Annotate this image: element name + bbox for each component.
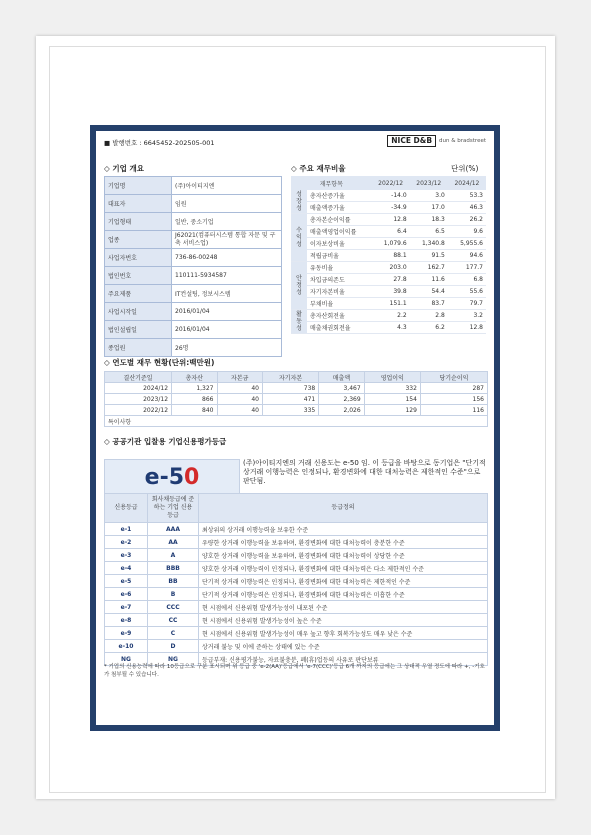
credit-grade-code: e-3	[105, 549, 148, 562]
ratio-item: 적립금비율	[307, 250, 372, 262]
ratio-value: 1,340.8	[410, 238, 448, 250]
credit-grade-row	[105, 549, 488, 562]
credit-description: (주)아이티지엔의 거래 신용도는 e-50 임. 이 등급을 바탕으로 동기업은 "단기적 상거래 이행능력은 인정되나, 환경변화에 대한 대처능력은 제한적인 수준"으로 판단됨.	[243, 459, 486, 485]
dnb-logo-text: dun & bradstreet	[439, 138, 486, 144]
overview-key: 법인설립일	[105, 321, 172, 339]
overview-value: J62021(컴퓨터시스템 통합 자문 및 구축 서비스업)	[172, 231, 282, 249]
credit-grade-definition: 등급부재: 신용평가불능, 자료불충분, 폐(휴)업등의 사유로 판단보류	[199, 653, 488, 666]
credit-grade-main: e-5	[144, 464, 185, 490]
ratio-value: 11.6	[410, 274, 448, 286]
credit-grade-row	[105, 640, 488, 653]
yearly-title: ◇ 연도별 재무 현황(단위:백만원)	[104, 358, 215, 367]
ratio-row	[291, 262, 486, 274]
credit-title: ◇ 공공기관 입찰용 기업신용평가등급	[104, 437, 227, 446]
credit-grade-row	[105, 575, 488, 588]
credit-grade-row	[105, 601, 488, 614]
credit-grade-definition: 현 시점에서 신용위험 발생가능성이 내포된 수준	[199, 601, 488, 614]
overview-key: 기업형태	[105, 213, 172, 231]
credit-grade-code: e-2	[105, 536, 148, 549]
yearly-cell: 332	[364, 383, 420, 394]
overview-title: ◇ 기업 개요	[104, 164, 144, 173]
yearly-header-cell: 자기자본	[262, 372, 318, 383]
ratio-value: 6.4	[372, 226, 410, 238]
credit-header-cell: 회사채등급에 준하는 기업 신용등급	[148, 494, 199, 523]
overview-row	[105, 177, 282, 195]
ratio-value: 46.3	[448, 202, 486, 214]
credit-grade-code: e-9	[105, 627, 148, 640]
overview-row	[105, 213, 282, 231]
ratio-value: 9.6	[448, 226, 486, 238]
yearly-header-cell: 영업이익	[364, 372, 420, 383]
yearly-header-cell: 총자산	[172, 372, 217, 383]
ratio-value: 3.0	[410, 190, 448, 202]
ratio-value: 79.7	[448, 298, 486, 310]
credit-grade-sub: 0	[184, 464, 200, 490]
ratios-unit: 단위(%)	[451, 164, 479, 173]
yearly-cell: 2,026	[319, 405, 364, 416]
ratio-group-label: 수익성	[291, 214, 307, 262]
yearly-cell: 287	[420, 383, 487, 394]
credit-grade-code: e-4	[105, 562, 148, 575]
yearly-note-row	[105, 416, 488, 427]
credit-bond-grade: AA	[148, 536, 199, 549]
ratio-value: 6.2	[410, 322, 448, 334]
overview-row	[105, 321, 282, 339]
ratios-header-row	[291, 176, 486, 190]
ratio-value: -14.0	[372, 190, 410, 202]
credit-bond-grade: AAA	[148, 523, 199, 536]
ratio-value: 2.8	[410, 310, 448, 322]
ratio-value: 18.3	[410, 214, 448, 226]
yearly-cell: 471	[262, 394, 318, 405]
ratio-item: 차입금의존도	[307, 274, 372, 286]
yearly-cell: 335	[262, 405, 318, 416]
ratio-row	[291, 286, 486, 298]
ratio-row	[291, 310, 486, 322]
ratio-value: 91.5	[410, 250, 448, 262]
credit-grade-code: NG	[105, 653, 148, 666]
overview-row	[105, 195, 282, 213]
ratio-value: 53.3	[448, 190, 486, 202]
yearly-cell: 866	[172, 394, 217, 405]
ratio-value: 26.2	[448, 214, 486, 226]
issue-number: ■ 발행번호 : 6645452-202505-001	[104, 139, 215, 147]
overview-key: 사업자번호	[105, 249, 172, 267]
yearly-cell: 2024/12	[105, 383, 172, 394]
ratios-header-cell: 2023/12	[410, 176, 448, 190]
credit-grade-definition: 단기적 상거래 이행능력은 인정되나, 환경변화에 대한 대처능력은 제한적인 수준	[199, 575, 488, 588]
ratio-item: 총자산회전율	[307, 310, 372, 322]
yearly-cell: 154	[364, 394, 420, 405]
ratio-item: 총자본순이익률	[307, 214, 372, 226]
credit-header-cell: 등급정의	[199, 494, 488, 523]
yearly-cell: 156	[420, 394, 487, 405]
yearly-cell: 3,467	[319, 383, 364, 394]
credit-grade-row	[105, 627, 488, 640]
ratio-value: 54.4	[410, 286, 448, 298]
ratio-value: 1,079.6	[372, 238, 410, 250]
yearly-cell: 840	[172, 405, 217, 416]
yearly-cell: 1,327	[172, 383, 217, 394]
yearly-header-cell: 자본금	[217, 372, 262, 383]
overview-row	[105, 339, 282, 357]
overview-key: 종업원	[105, 339, 172, 357]
yearly-row	[105, 405, 488, 416]
credit-grade-definition: 최상위의 상거래 이행능력을 보유한 수준	[199, 523, 488, 536]
ratios-table	[291, 176, 486, 334]
credit-grade-code: e-7	[105, 601, 148, 614]
overview-table	[104, 176, 282, 357]
yearly-header-cell: 매출액	[319, 372, 364, 383]
ratio-value: 94.6	[448, 250, 486, 262]
overview-key: 사업시작일	[105, 303, 172, 321]
credit-bond-grade: CC	[148, 614, 199, 627]
overview-value: 26명	[172, 339, 282, 357]
credit-grade-table	[104, 493, 488, 666]
credit-bond-grade: NG	[148, 653, 199, 666]
overview-key: 법인번호	[105, 267, 172, 285]
yearly-header-cell: 당기순이익	[420, 372, 487, 383]
credit-bond-grade: D	[148, 640, 199, 653]
credit-bond-grade: BB	[148, 575, 199, 588]
ratio-value: 162.7	[410, 262, 448, 274]
ratio-value: 4.3	[372, 322, 410, 334]
overview-value: (주)아이티지엔	[172, 177, 282, 195]
yearly-cell: 2022/12	[105, 405, 172, 416]
ratio-item: 유동비율	[307, 262, 372, 274]
ratio-row	[291, 298, 486, 310]
overview-value: 임원	[172, 195, 282, 213]
ratio-value: 83.7	[410, 298, 448, 310]
ratio-value: 2.2	[372, 310, 410, 322]
overview-value: IT컨설팅, 정보시스템	[172, 285, 282, 303]
credit-grade-code: e-1	[105, 523, 148, 536]
credit-grade-code: e-8	[105, 614, 148, 627]
credit-grade-row	[105, 536, 488, 549]
ratio-value: 3.2	[448, 310, 486, 322]
overview-row	[105, 249, 282, 267]
nice-dnb-logo	[387, 135, 486, 147]
yearly-row	[105, 383, 488, 394]
ratio-row	[291, 322, 486, 334]
credit-footnote: * 기업의 신용능력에 따라 10등급으로 구분 표시되며 위 등급 중 'e-2(AA)'등급에서 'e-7(CCC)'등급 6개 까지의 등급에는 그 상대적 우열 정도에 따라 +, -기호가 첨부될 수 있습니다.	[104, 664, 485, 678]
credit-grade-definition: 현 시점에서 신용위험 발생가능성이 매우 높고 향후 회복가능성도 매우 낮은 수준	[199, 627, 488, 640]
yearly-table	[104, 371, 488, 427]
ratio-item: 매출액영업이익률	[307, 226, 372, 238]
credit-grade-definition: 현 시점에서 신용위험 발생가능성이 높은 수준	[199, 614, 488, 627]
credit-bond-grade: A	[148, 549, 199, 562]
yearly-cell: 129	[364, 405, 420, 416]
credit-grade-definition: 양호한 상거래 이행능력이 인정되나, 환경변화에 대한 대처능력은 다소 제한적인 수준	[199, 562, 488, 575]
credit-grade-badge	[104, 459, 240, 495]
overview-value: 110111-5934587	[172, 267, 282, 285]
ratio-item: 총자산증가율	[307, 190, 372, 202]
ratio-value: 17.0	[410, 202, 448, 214]
credit-grade-definition: 양호한 상거래 이행능력을 보유하며, 환경변화에 대한 대처능력이 상당한 수준	[199, 549, 488, 562]
ratios-title: ◇ 주요 재무비율	[291, 164, 346, 173]
yearly-cell: 116	[420, 405, 487, 416]
yearly-cell: 40	[217, 405, 262, 416]
overview-row	[105, 285, 282, 303]
ratio-row	[291, 190, 486, 202]
ratios-header-cell: 재무항목	[291, 176, 372, 190]
ratio-group-label: 안정성	[291, 262, 307, 310]
overview-value: 2016/01/04	[172, 321, 282, 339]
ratio-row	[291, 226, 486, 238]
credit-grade-code: e-10	[105, 640, 148, 653]
credit-grade-code: e-5	[105, 575, 148, 588]
ratio-row	[291, 202, 486, 214]
ratio-row	[291, 238, 486, 250]
yearly-cell: 738	[262, 383, 318, 394]
ratio-row	[291, 274, 486, 286]
credit-bond-grade: C	[148, 627, 199, 640]
yearly-cell: 40	[217, 394, 262, 405]
nice-logo-text: NICE D&B	[387, 135, 436, 147]
credit-grade-row	[105, 562, 488, 575]
ratio-item: 이자보상비율	[307, 238, 372, 250]
ratio-value: 27.8	[372, 274, 410, 286]
overview-value: 일반, 중소기업	[172, 213, 282, 231]
credit-grade-code: e-6	[105, 588, 148, 601]
overview-row	[105, 303, 282, 321]
ratio-value: 203.0	[372, 262, 410, 274]
credit-header-row	[105, 494, 488, 523]
yearly-cell: 2,369	[319, 394, 364, 405]
overview-key: 업종	[105, 231, 172, 249]
credit-bond-grade: BBB	[148, 562, 199, 575]
ratio-row	[291, 214, 486, 226]
ratio-item: 부채비율	[307, 298, 372, 310]
credit-report-page	[96, 131, 494, 725]
ratio-group-label: 활동성	[291, 310, 307, 334]
credit-grade-definition: 우량한 상거래 이행능력을 보유하며, 환경변화에 대한 대처능력이 충분한 수준	[199, 536, 488, 549]
ratios-header-cell: 2022/12	[372, 176, 410, 190]
ratio-value: 12.8	[372, 214, 410, 226]
overview-key: 기업명	[105, 177, 172, 195]
credit-grade-definition: 상거래 불능 및 이에 준하는 상태에 있는 수준	[199, 640, 488, 653]
yearly-header-row	[105, 372, 488, 383]
credit-bond-grade: CCC	[148, 601, 199, 614]
ratio-value: 6.5	[410, 226, 448, 238]
ratio-value: 39.8	[372, 286, 410, 298]
credit-grade-row	[105, 614, 488, 627]
ratio-value: 6.8	[448, 274, 486, 286]
ratio-value: 5,955.6	[448, 238, 486, 250]
yearly-cell: 2023/12	[105, 394, 172, 405]
ratio-value: 55.6	[448, 286, 486, 298]
credit-grade-row	[105, 588, 488, 601]
overview-row	[105, 267, 282, 285]
ratio-group-label: 성장성	[291, 190, 307, 214]
overview-value: 736-86-00248	[172, 249, 282, 267]
ratio-value: 177.7	[448, 262, 486, 274]
credit-grade-row	[105, 523, 488, 536]
ratio-item: 매출액증가율	[307, 202, 372, 214]
yearly-header-cell: 결산기준일	[105, 372, 172, 383]
yearly-row	[105, 394, 488, 405]
credit-bond-grade: B	[148, 588, 199, 601]
yearly-cell: 40	[217, 383, 262, 394]
ratio-value: 151.1	[372, 298, 410, 310]
overview-key: 대표자	[105, 195, 172, 213]
overview-key: 주요제품	[105, 285, 172, 303]
overview-row	[105, 231, 282, 249]
ratio-value: 88.1	[372, 250, 410, 262]
ratio-item: 매출채권회전율	[307, 322, 372, 334]
ratio-item: 자기자본비율	[307, 286, 372, 298]
ratio-row	[291, 250, 486, 262]
credit-header-cell: 신용등급	[105, 494, 148, 523]
credit-grade-definition: 단기적 상거래 이행능력은 인정되나, 환경변화에 대한 대처능력은 미흡한 수준	[199, 588, 488, 601]
yearly-note: 특이사항	[105, 416, 488, 427]
ratios-header-cell: 2024/12	[448, 176, 486, 190]
overview-value: 2016/01/04	[172, 303, 282, 321]
ratio-value: -34.9	[372, 202, 410, 214]
ratio-value: 12.8	[448, 322, 486, 334]
